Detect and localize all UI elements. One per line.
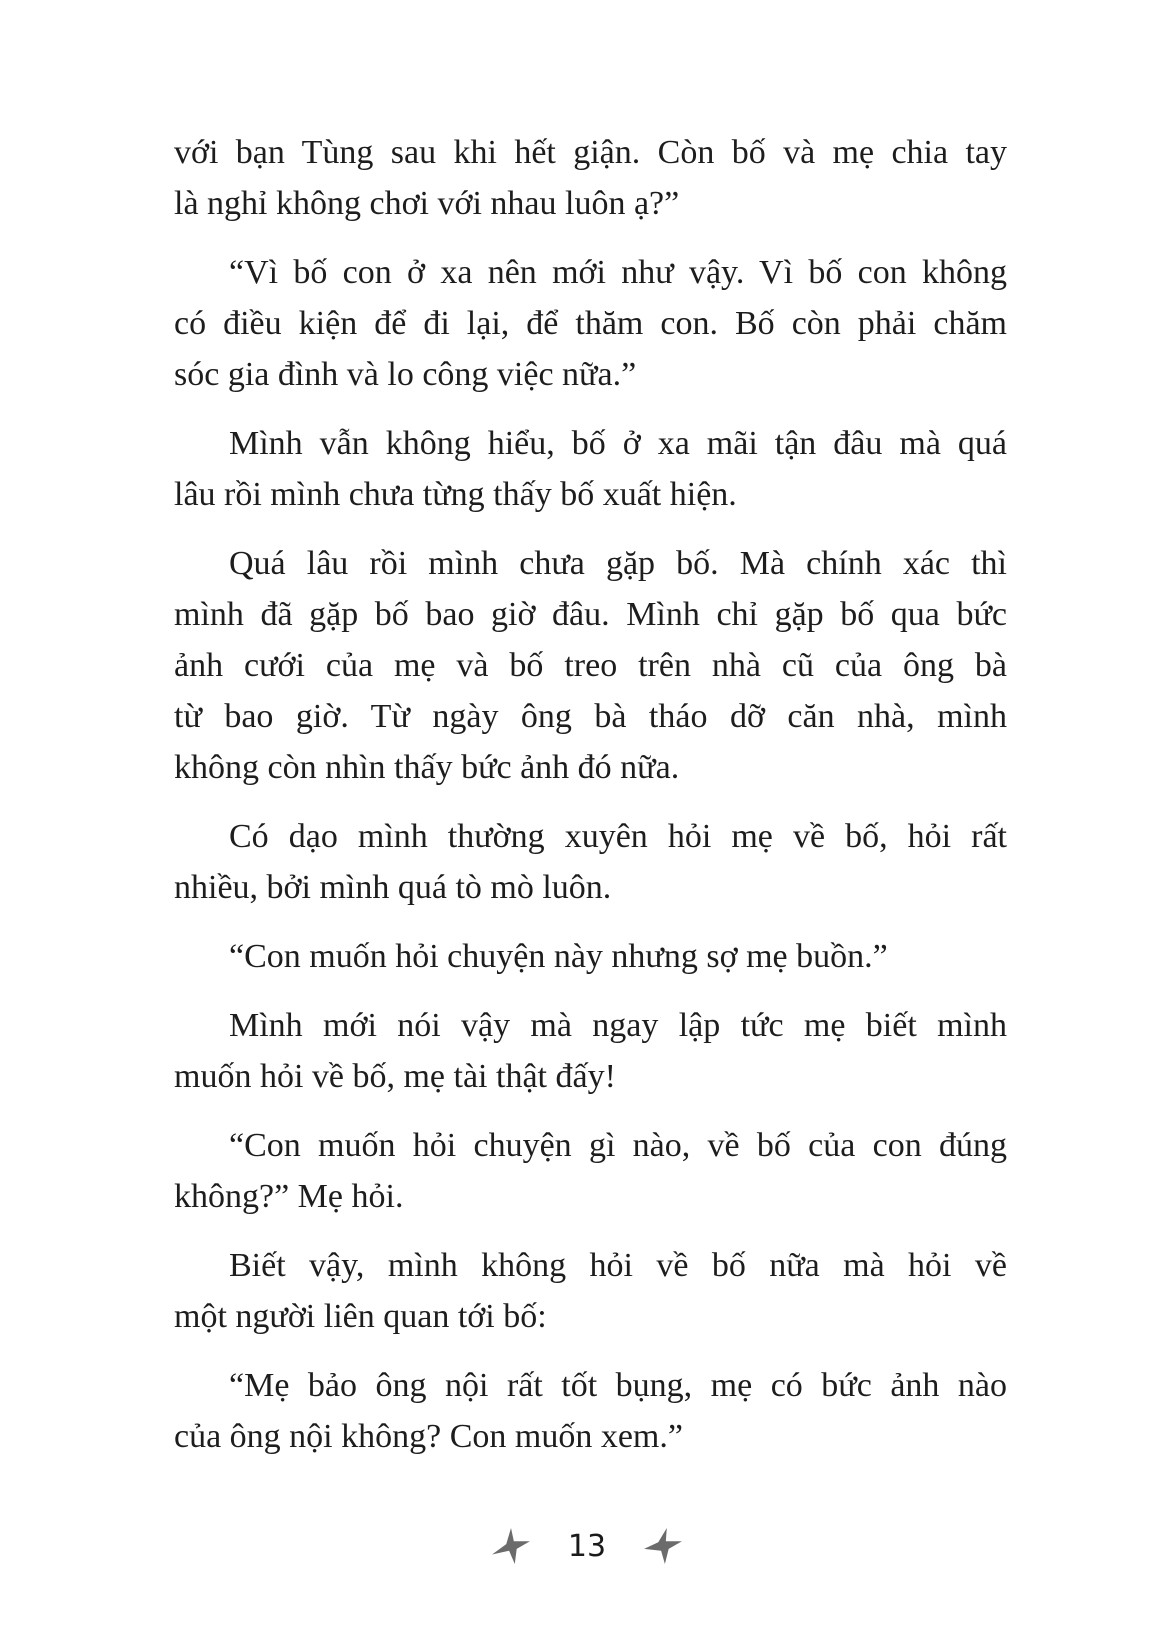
star-icon — [644, 1528, 682, 1564]
text-line: Mình mới nói vậy mà ngay lập tức mẹ biết mình — [229, 1007, 1007, 1044]
paragraph — [174, 418, 1007, 520]
text-line: là nghỉ không chơi với nhau luôn ạ?” — [174, 185, 680, 222]
paragraph — [174, 1360, 1007, 1462]
page-number: 13 — [567, 1528, 607, 1564]
text-line: Quá lâu rồi mình chưa gặp bố. Mà chính xác thì — [229, 545, 1007, 582]
text-line: “Con muốn hỏi chuyện gì nào, về bố của con đúng — [229, 1127, 1007, 1164]
text-line: muốn hỏi về bố, mẹ tài thật đấy! — [174, 1058, 616, 1095]
text-line: một người liên quan tới bố: — [174, 1298, 547, 1335]
text-line: “Vì bố con ở xa nên mới như vậy. Vì bố con không — [229, 254, 1007, 291]
paragraph — [174, 1120, 1007, 1222]
paragraph — [174, 1000, 1007, 1102]
text-line: ảnh cưới của mẹ và bố treo trên nhà cũ của ông bà — [174, 647, 1007, 684]
text-line: mình đã gặp bố bao giờ đâu. Mình chỉ gặp bố qua bức — [174, 596, 1007, 633]
text-line: Có dạo mình thường xuyên hỏi mẹ về bố, hỏi rất — [229, 818, 1007, 855]
paragraph — [174, 538, 1007, 793]
text-line: với bạn Tùng sau khi hết giận. Còn bố và mẹ chia tay — [174, 134, 1007, 171]
text-line: có điều kiện để đi lại, để thăm con. Bố còn phải chăm — [174, 305, 1007, 342]
text-line: nhiều, bởi mình quá tò mò luôn. — [174, 869, 612, 906]
page-body — [174, 127, 1007, 1480]
paragraph — [174, 1240, 1007, 1342]
text-line: Biết vậy, mình không hỏi về bố nữa mà hỏi về — [229, 1247, 1007, 1284]
paragraph — [174, 931, 1007, 982]
text-line: sóc gia đình và lo công việc nữa.” — [174, 356, 637, 393]
text-line: không?” Mẹ hỏi. — [174, 1178, 404, 1215]
text-line: Mình vẫn không hiểu, bố ở xa mãi tận đâu mà quá — [229, 425, 1007, 462]
text-line: “Con muốn hỏi chuyện này nhưng sợ mẹ buồn.” — [229, 938, 888, 975]
paragraph — [174, 811, 1007, 913]
paragraph — [174, 247, 1007, 400]
paragraph — [174, 127, 1007, 229]
star-icon — [492, 1528, 530, 1564]
text-line: của ông nội không? Con muốn xem.” — [174, 1418, 683, 1455]
text-line: từ bao giờ. Từ ngày ông bà tháo dỡ căn nhà, mình — [174, 698, 1007, 735]
text-line: “Mẹ bảo ông nội rất tốt bụng, mẹ có bức ảnh nào — [229, 1367, 1007, 1404]
page-footer — [0, 1528, 1174, 1564]
text-line: lâu rồi mình chưa từng thấy bố xuất hiện. — [174, 476, 737, 513]
text-line: không còn nhìn thấy bức ảnh đó nữa. — [174, 749, 680, 786]
